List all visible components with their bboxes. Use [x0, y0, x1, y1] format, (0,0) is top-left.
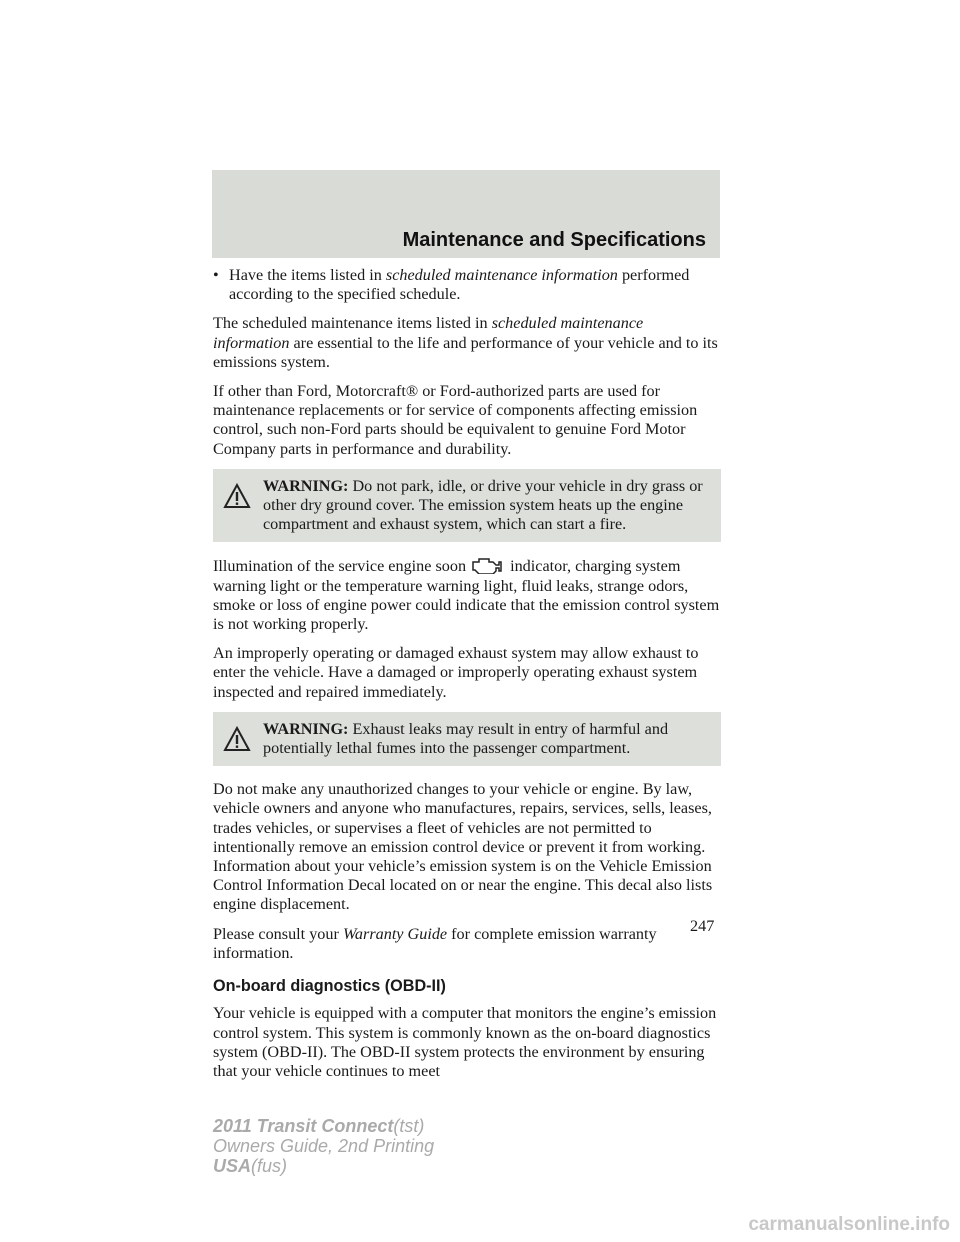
section-heading-obd: On-board diagnostics (OBD-II): [213, 977, 446, 996]
warning-label: WARNING:: [263, 719, 349, 738]
warning-text: [219, 477, 715, 535]
footer-model: 2011 Transit Connect: [213, 1116, 394, 1136]
footer-region: USA: [213, 1156, 252, 1176]
footer-line-3: [213, 1156, 434, 1176]
paragraph-unauthorized-changes: Do not make any unauthorized changes to your vehicle or engine. By law, vehicle owners and anyone who manufactures, repairs, services, sells, leases, trades vehicles, or supervises a fleet of vehicles are not permitted to intentionally remove an emission control device or prevent it from working. Information about your vehicle’s emission system is on the Vehicle Emission Control Information Decal located on or near the engine. This decal also lists engine displacement.: [213, 780, 713, 914]
para6-pre: Please consult your: [213, 924, 339, 943]
bullet-text-pre: Have the items listed in: [229, 266, 382, 284]
warning-text: [219, 720, 715, 758]
footer-line-1: [213, 1116, 434, 1136]
bullet-icon: •: [213, 266, 219, 284]
paragraph-obd: Your vehicle is equipped with a computer that monitors the engine’s emission control system. This system is commonly known as the on-board diagnostics system (OBD-II). The OBD-II system protects the environment by ensuring that your vehicle continues to meet: [213, 1004, 717, 1080]
para3-post: indicator, charging system warning light or the temperature warning light, fluid leaks, strange odors, smoke or loss of engine power could indicate that the emission control system is not working properly.: [213, 557, 720, 634]
warning-label: WARNING:: [263, 476, 349, 495]
paragraph-exhaust: An improperly operating or damaged exhaust system may allow exhaust to enter the vehicle. Have a damaged or improperly operating exhaust system inspected and repaired immediately.: [213, 644, 699, 701]
warranty-guide-reference: Warranty Guide: [342, 924, 448, 943]
warning-triangle-icon: [223, 483, 251, 509]
para1-post: are essential to the life and performance of your vehicle and to its emissions system.: [213, 333, 718, 371]
para3-pre: Illumination of the service engine soon: [213, 557, 467, 576]
paragraph-parts: If other than Ford, Motorcraft® or Ford-authorized parts are used for maintenance replacements or for service of components affecting emission control, such non-Ford parts should be equivalent to genuine Ford Motor Company parts in performance and durability.: [213, 382, 698, 458]
para6-post: for complete emission warranty information.: [213, 924, 657, 962]
paragraph-scheduled-maintenance: [213, 314, 721, 372]
section-header: [212, 170, 720, 258]
bullet-reference: scheduled maintenance information: [385, 266, 618, 284]
page-content: [213, 266, 721, 1091]
footer-model-code: (tst): [393, 1116, 425, 1136]
para1-pre: The scheduled maintenance items listed in: [213, 314, 488, 333]
list-item: [213, 266, 721, 304]
para1-reference: scheduled maintenance information: [213, 314, 644, 352]
warning-body: Do not park, idle, or drive your vehicle in dry grass or other dry ground cover. The emission system heats up the engine compartment and exhaust system, which can start a fire.: [263, 476, 703, 534]
footer-region-code: (fus): [251, 1156, 288, 1176]
page-number: 247: [690, 917, 715, 935]
warning-box-fire: [213, 469, 721, 543]
check-engine-icon: [470, 556, 506, 574]
paragraph-illumination: [213, 556, 721, 634]
footer-line-2: Owners Guide, 2nd Printing: [213, 1136, 435, 1156]
watermark: carmanualsonline.info: [748, 1214, 950, 1235]
paragraph-warranty: [213, 925, 721, 963]
bullet-text-post: performed according to the specified schedule.: [229, 266, 690, 304]
warning-triangle-icon: [223, 726, 251, 752]
warning-body: Exhaust leaks may result in entry of harmful and potentially lethal fumes into the passenger compartment.: [263, 719, 669, 758]
section-title: Maintenance and Specifications: [402, 229, 706, 251]
document-footer: [213, 1116, 434, 1176]
warning-box-exhaust: [213, 712, 721, 766]
